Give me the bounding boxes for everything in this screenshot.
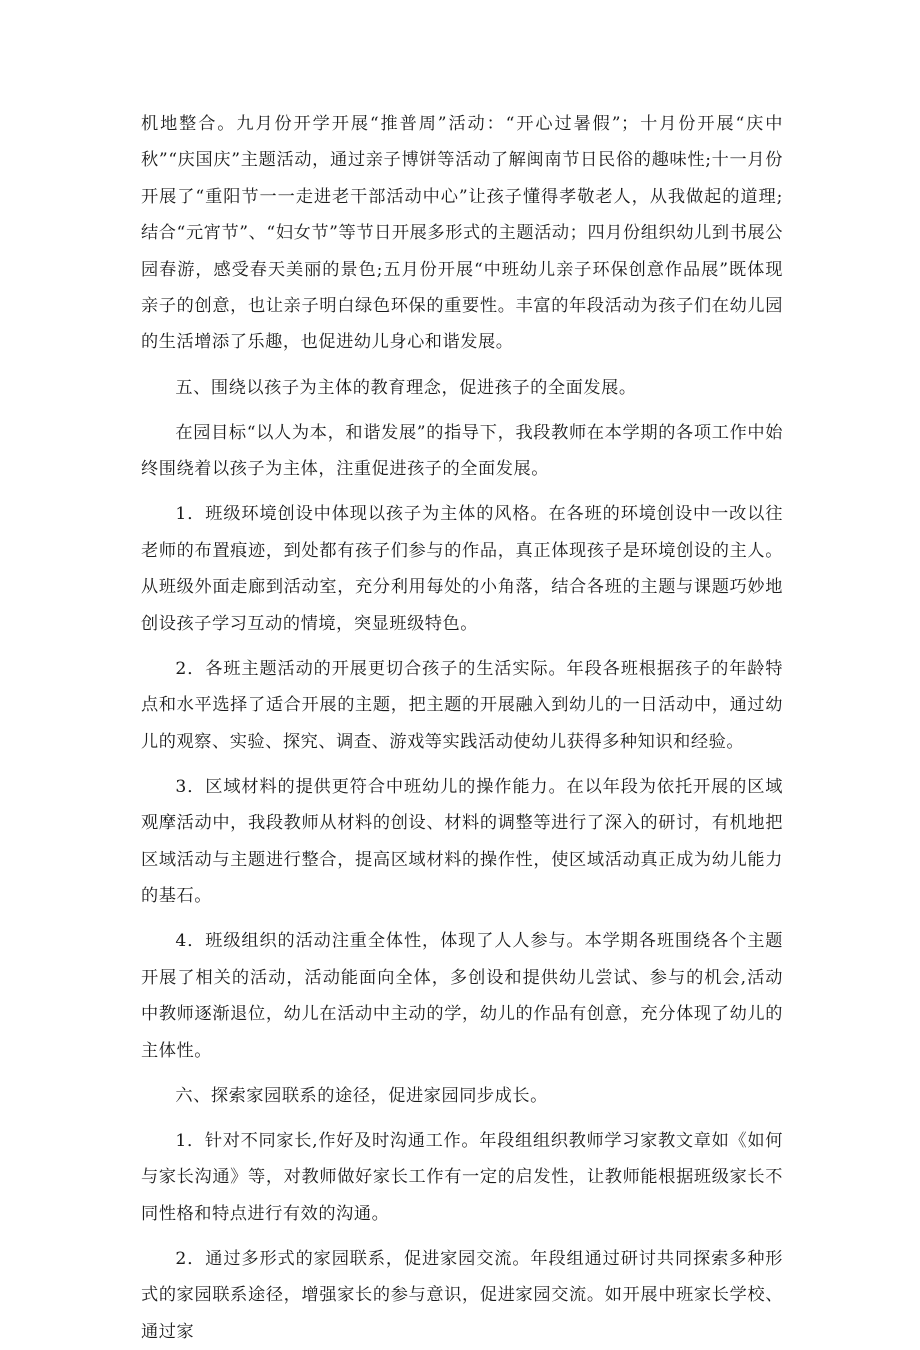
- document-body: [141, 106, 783, 1350]
- paragraph-item-1-home: 1．针对不同家长,作好及时沟通工作。年段组组织教师学习家教文章如《如何与家长沟通》等，对教师做好家长工作有一定的启发性，让教师能根据班级家长不同性格和特点进行有效的沟通。: [141, 1130, 783, 1224]
- paragraph-item-4: 4．班级组织的活动注重全体性，体现了人人参与。本学期各班围绕各个主题开展了相关的活动，活动能面向全体，多创设和提供幼儿尝试、参与的机会,活动中教师逐渐退位，幼儿在活动中主动的学，幼儿的作品有创意，充分体现了幼儿的主体性。: [141, 931, 783, 1061]
- section-heading-5: 五、围绕以孩子为主体的教育理念，促进孩子的全面发展。: [175, 377, 637, 398]
- section-heading-6: 六、探索家园联系的途径，促进家园同步成长。: [175, 1085, 548, 1106]
- paragraph-item-2-home: 2．通过多形式的家园联系，促进家园交流。年段组通过研讨共同探索多种形式的家园联系途径，增强家长的参与意识，促进家园交流。如开展中班家长学校、通过家: [141, 1248, 783, 1342]
- paragraph-item-3: 3．区域材料的提供更符合中班幼儿的操作能力。在以年段为依托开展的区域观摩活动中，我段教师从材料的创设、材料的调整等进行了深入的研讨，有机地把区域活动与主题进行整合，提高区域材料的操作性，使区域活动真正成为幼儿能力的基石。: [141, 776, 783, 907]
- paragraph-item-1: 1．班级环境创设中体现以孩子为主体的风格。在各班的环境创设中一改以往老师的布置痕迹，到处都有孩子们参与的作品，真正体现孩子是环境创设的主人。从班级外面走廊到活动室，充分利用每处的小角落，结合各班的主题与课题巧妙地创设孩子学习互动的情境，突显班级特色。: [141, 504, 783, 634]
- paragraph-continuation: 机地整合。九月份开学开展“推普周”活动：“开心过暑假”；十月份开展“庆中秋”“庆国庆”主题活动，通过亲子博饼等活动了解闽南节日民俗的趣味性;十一月份开展了“重阳节一一走进老干部活动中心”让孩子懂得孝敬老人，从我做起的道理;结合“元宵节”、“妇女节”等节日开展多形式的主题活动；四月份组织幼儿到书展公园春游，感受春天美丽的景色;五月份开展“中班幼儿亲子环保创意作品展”既体现亲子的创意，也让亲子明白绿色环保的重要性。丰富的年段活动为孩子们在幼儿园的生活增添了乐趣，也促进幼儿身心和谐发展。: [141, 114, 783, 353]
- paragraph-item-2: 2．各班主题活动的开展更切合孩子的生活实际。年段各班根据孩子的年龄特点和水平选择了适合开展的主题，把主题的开展融入到幼儿的一日活动中，通过幼儿的观察、实验、探究、调查、游戏等实践活动使幼儿获得多种知识和经验。: [141, 658, 783, 752]
- paragraph-intro: 在园目标“以人为本，和谐发展”的指导下，我段教师在本学期的各项工作中始终围绕着以孩子为主体，注重促进孩子的全面发展。: [141, 422, 783, 480]
